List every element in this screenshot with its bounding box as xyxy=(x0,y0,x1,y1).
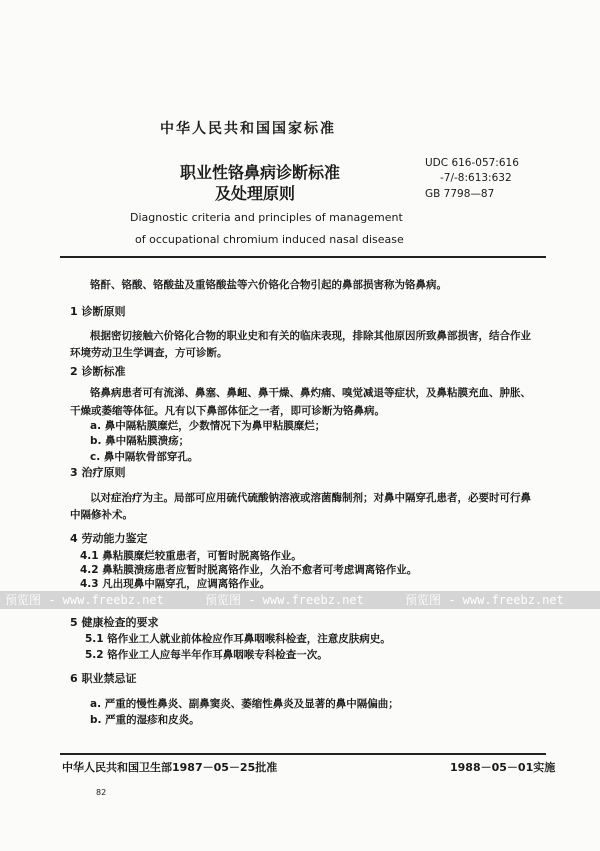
section-1-text: 根据密切接触六价铬化合物的职业史和有关的临床表现，排除其他原因所致鼻部损害，结合作业 xyxy=(90,330,531,342)
issuing-org-header: 中华人民共和国国家标准 xyxy=(160,121,336,137)
section-3-text: 以对症治疗为主。局部可应用硫代硫酸钠溶液或溶菌酶制剂；对鼻中隔穿孔患者，必要时可行鼻 xyxy=(90,492,531,504)
section-5-heading: 5 健康检查的要求 xyxy=(70,616,159,629)
list-item: a. 鼻中隔粘膜糜烂，少数情况下为鼻甲粘膜糜烂； xyxy=(90,420,326,432)
udc-code-2: -7/-8:613:632 xyxy=(440,172,512,184)
english-title-line-2: of occupational chromium induced nasal disease xyxy=(135,233,404,246)
list-item: b. 严重的湿疹和皮炎。 xyxy=(90,714,200,726)
watermark-text: 预览图 - www.freebz.net xyxy=(5,593,164,607)
english-title-line-1: Diagnostic criteria and principles of management xyxy=(130,211,403,224)
list-item: 4.1 鼻粘膜糜烂较重患者，可暂时脱离铬作业。 xyxy=(80,550,302,562)
section-1-text-cont: 环境劳动卫生学调查，方可诊断。 xyxy=(70,347,228,359)
section-1-heading: 1 诊断原则 xyxy=(70,305,126,318)
footer-divider xyxy=(60,753,546,755)
effective-date: 1988－05－01实施 xyxy=(450,761,556,774)
section-4-heading: 4 劳动能力鉴定 xyxy=(70,532,148,545)
watermark-text: 预览图 - www.freebz.net xyxy=(405,593,564,607)
title-line-1: 职业性铬鼻病诊断标准 xyxy=(180,163,341,182)
header-divider xyxy=(60,256,546,258)
title-line-2: 及处理原则 xyxy=(215,184,296,203)
section-2-text-cont: 干燥或萎缩等体征。凡有以下鼻部体征之一者，即可诊断为铬鼻病。 xyxy=(70,405,385,417)
list-item: 5.2 铬作业工人应每半年作耳鼻咽喉专科检查一次。 xyxy=(85,649,328,661)
list-item: 4.3 凡出现鼻中隔穿孔，应调离铬作业。 xyxy=(80,578,271,590)
section-2-heading: 2 诊断标准 xyxy=(70,365,126,378)
watermark-text: 预览图 - www.freebz.net xyxy=(205,593,364,607)
list-item: a. 严重的慢性鼻炎、副鼻窦炎、萎缩性鼻炎及显著的鼻中隔偏曲； xyxy=(90,698,399,710)
section-6-heading: 6 职业禁忌证 xyxy=(70,672,137,685)
intro-paragraph: 铬酐、铬酸、铬酸盐及重铬酸盐等六价铬化合物引起的鼻部损害称为铬鼻病。 xyxy=(90,279,447,291)
section-3-text-cont: 中隔修补术。 xyxy=(70,509,133,521)
watermark-band xyxy=(0,591,600,609)
list-item: b. 鼻中隔粘膜溃疡； xyxy=(90,435,190,447)
list-item: c. 鼻中隔软骨部穿孔。 xyxy=(90,451,199,463)
page-number: 82 xyxy=(96,788,107,797)
section-2-text: 铬鼻病患者可有流涕、鼻塞、鼻衄、鼻干燥、鼻灼痛、嗅觉减退等症状，及鼻粘膜充血、肿胀、 xyxy=(90,387,531,399)
section-3-heading: 3 治疗原则 xyxy=(70,466,126,479)
list-item: 5.1 铬作业工人就业前体检应作耳鼻咽喉科检查，注意皮肤病史。 xyxy=(85,633,391,645)
list-item: 4.2 鼻粘膜溃疡患者应暂时脱离铬作业，久治不愈者可考虑调离铬作业。 xyxy=(80,564,418,576)
gb-code: GB 7798—87 xyxy=(425,188,495,200)
udc-code-1: UDC 616-057:616 xyxy=(425,157,519,169)
approval-date: 中华人民共和国卫生部1987－05－25批准 xyxy=(62,761,278,774)
